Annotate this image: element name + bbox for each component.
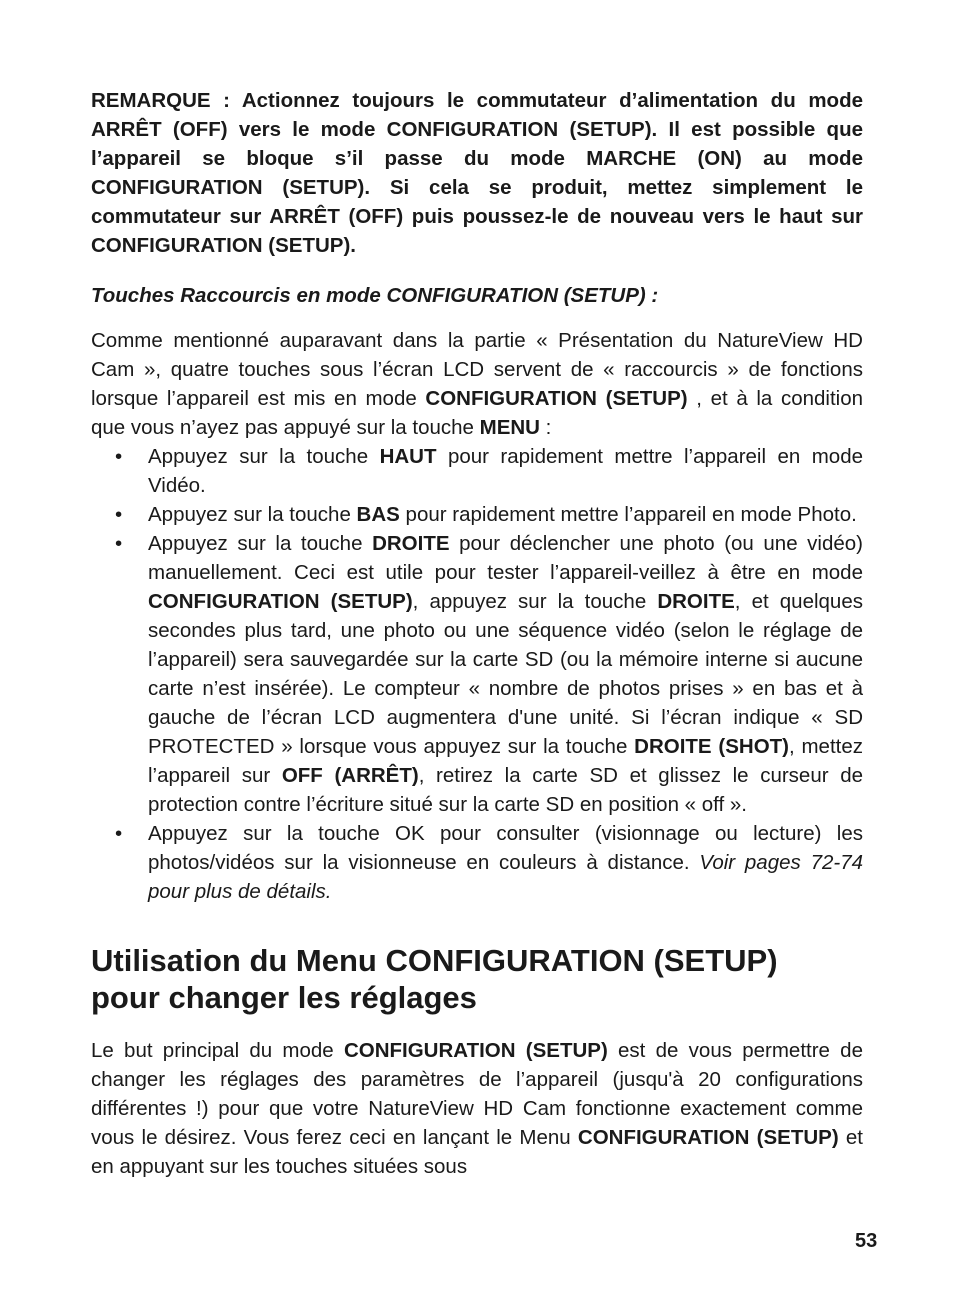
remark-note: REMARQUE : Actionnez toujours le commutateur d’alimentation du mode ARRÊT (OFF) vers le mode CONFIGURATION (SETUP). Il est possible que l’appareil se bloque s’il passe du mode MARCHE (ON) au mode CONFIGURATION (SETUP). Si cela se produit, mettez simplement le commutateur sur ARRÊT (OFF) puis poussez-le de nouveau vers le haut sur CONFIGURATION (SETUP). bbox=[91, 89, 863, 257]
setup-menu-paragraph: Le but principal du mode CONFIGURATION (SETUP) est de vous permettre de changer les réglages des paramètres de l’appareil (jusqu'à 20 configurations différentes !) pour que votre NatureView HD Cam fonctionne exactement comme vous le désirez. Vous ferez ceci en lançant le Menu CONFIGURATION (SETUP) et en appuyant sur les touches situées sous bbox=[91, 1039, 863, 1178]
list-item: • Appuyez sur la touche BAS pour rapidement mettre l’appareil en mode Photo. bbox=[91, 500, 863, 529]
page-number: 53 bbox=[855, 1230, 878, 1252]
list-item: • Appuyez sur la touche DROITE pour déclencher une photo (ou une vidéo) manuellement. Ceci est utile pour tester l’appareil-veillez à être en mode CONFIGURATION (SETUP), appuyez sur la touche DROITE, et quelques secondes plus tard, une photo ou une séquence vidéo (selon le réglage de l’appareil) sera sauvegardée sur la carte SD (ou la mémoire interne si aucune carte n’est insérée). Le compteur « nombre de photos prises » en bas et à gauche de l’écran LCD augmentera d'une unité. Si l’écran indique « SD PROTECTED » lorsque vous appuyez sur la touche DROITE (SHOT), mettez l’appareil sur OFF (ARRÊT), retirez la carte SD et glissez le curseur de protection contre l’écriture situé sur la carte SD en position « off ». bbox=[91, 529, 863, 819]
setup-menu-heading: Utilisation du Menu CONFIGURATION (SETUP) pour changer les réglages bbox=[91, 943, 778, 1015]
shortcuts-intro: Comme mentionné auparavant dans la partie « Présentation du NatureView HD Cam », quatre touches sous l’écran LCD servent de « raccourcis » de fonctions lorsque l’appareil est mis en mode CONFIGURATION (SETUP) , et à la condition que vous n’ayez pas appuyé sur la touche MENU : bbox=[91, 329, 863, 439]
shortcuts-heading: Touches Raccourcis en mode CONFIGURATION (SETUP) : bbox=[91, 284, 659, 307]
bullet-icon: • bbox=[115, 822, 123, 845]
bullet-icon: • bbox=[115, 445, 123, 468]
list-item: • Appuyez sur la touche HAUT pour rapidement mettre l’appareil en mode Vidéo. bbox=[91, 442, 863, 500]
list-item: • Appuyez sur la touche OK pour consulter (visionnage ou lecture) les photos/vidéos sur la visionneuse en couleurs à distance. Voir pages 72-74 pour plus de détails. bbox=[91, 819, 863, 906]
shortcuts-list bbox=[91, 442, 863, 906]
bullet-icon: • bbox=[115, 532, 123, 555]
bullet-icon: • bbox=[115, 503, 123, 526]
manual-page bbox=[91, 86, 863, 1181]
